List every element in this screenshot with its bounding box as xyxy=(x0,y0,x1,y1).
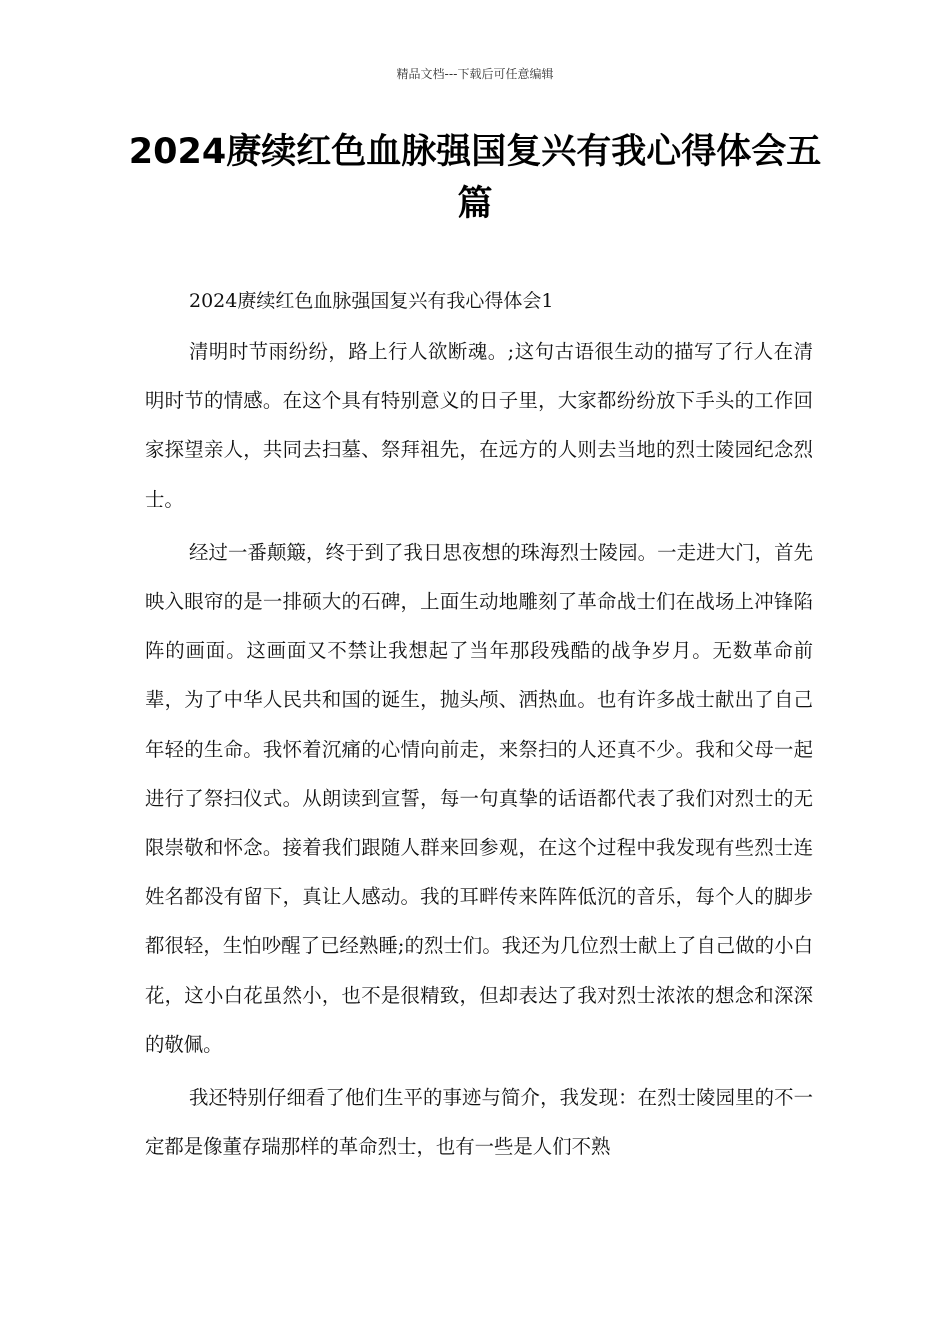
document-body xyxy=(145,279,813,1171)
document-title: 2024赓续红色血脉强国复兴有我心得体会五篇 xyxy=(128,132,822,224)
paragraph-3: 我还特别仔细看了他们生平的事迹与简介，我发现：在烈士陵园里的不一定都是像董存瑞那样的革命烈士，也有一些是人们不熟 xyxy=(145,1086,813,1159)
paragraph-2: 经过一番颠簸，终于到了我日思夜想的珠海烈士陵园。一走进大门，首先映入眼帘的是一排硕大的石碑，上面生动地雕刻了革命战士们在战场上冲锋陷阵的画面。这画面又不禁让我想起了当年那段残酷的战争岁月。无数革命前辈，为了中华人民共和国的诞生，抛头颅、洒热血。也有许多战士献出了自己年轻的生命。我怀着沉痛的心情向前走，来祭扫的人还真不少。我和父母一起进行了祭扫仪式。从朗读到宣誓，每一句真挚的话语都代表了我们对烈士的无限崇敬和怀念。接着我们跟随人群来回参观，在这个过程中我发现有些烈士连姓名都没有留下，真让人感动。我的耳畔传来阵阵低沉的音乐，每个人的脚步都很轻，生怕吵醒了已经熟睡;的烈士们。我还为几位烈士献上了自己做的小白花，这小白花虽然小，也不是很精致，但却表达了我对烈士浓浓的想念和深深的敬佩。 xyxy=(145,540,813,1056)
paragraph-1: 清明时节雨纷纷，路上行人欲断魂。;这句古语很生动的描写了行人在清明时节的情感。在这个具有特别意义的日子里，大家都纷纷放下手头的工作回家探望亲人，共同去扫墓、祭拜祖先，在远方的人则去当地的烈士陵园纪念烈士。 xyxy=(145,340,813,511)
header-note: 精品文档---下载后可任意编辑 xyxy=(396,67,554,81)
section-heading: 2024赓续红色血脉强国复兴有我心得体会1 xyxy=(189,290,554,312)
